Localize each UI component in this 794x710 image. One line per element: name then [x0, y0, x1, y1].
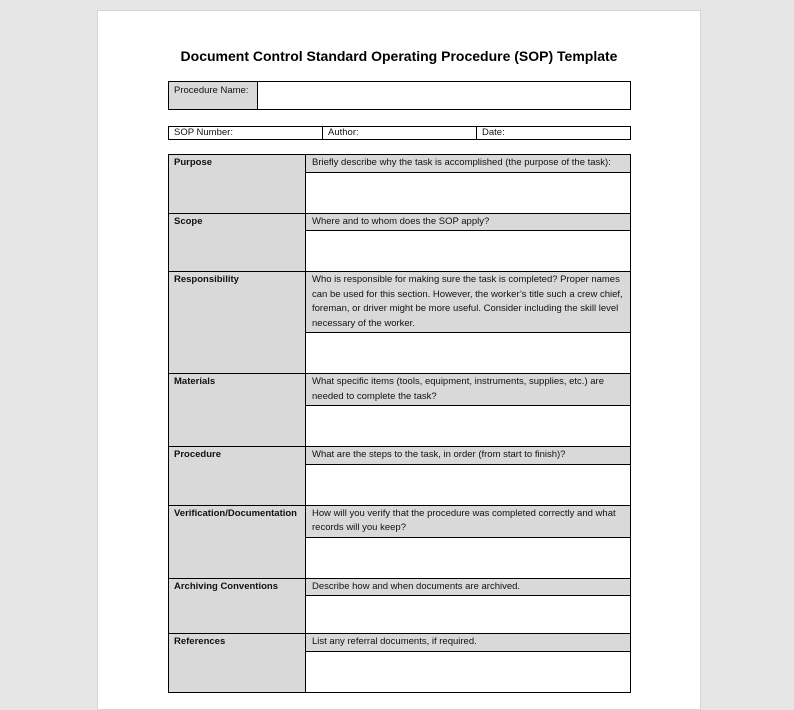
section-prompt-scope: Where and to whom does the SOP apply?	[306, 213, 631, 231]
section-prompt-purpose: Briefly describe why the task is accomplished (the purpose of the task):	[306, 155, 631, 173]
document-page	[97, 10, 701, 710]
section-label-responsibility: Responsibility	[169, 272, 306, 374]
section-label-purpose: Purpose	[169, 155, 306, 214]
sop-info-row	[168, 126, 631, 140]
procedure-name-row	[168, 81, 631, 110]
section-prompt-procedure: What are the steps to the task, in order (from start to finish)?	[306, 447, 631, 465]
section-label-references: References	[169, 634, 306, 693]
date-field[interactable]: Date:	[482, 127, 505, 138]
section-prompt-references: List any referral documents, if required.	[306, 634, 631, 652]
section-label-verification: Verification/Documentation	[169, 505, 306, 578]
section-answer-procedure[interactable]	[306, 464, 631, 505]
section-answer-references[interactable]	[306, 651, 631, 692]
section-label-materials: Materials	[169, 374, 306, 447]
section-prompt-archiving: Describe how and when documents are archived.	[306, 578, 631, 596]
procedure-name-label: Procedure Name:	[169, 82, 258, 109]
section-prompt-responsibility: Who is responsible for making sure the task is completed? Proper names can be used for this section. However, the worker’s title such a crew chief, foreman, or driver might be more useful. Consider including the skill level necessary of the worker.	[306, 272, 631, 333]
section-label-procedure: Procedure	[169, 447, 306, 506]
section-prompt-materials: What specific items (tools, equipment, instruments, supplies, etc.) are needed to complete the task?	[306, 374, 631, 406]
section-label-archiving: Archiving Conventions	[169, 578, 306, 634]
procedure-name-field[interactable]	[258, 82, 630, 109]
section-answer-responsibility[interactable]	[306, 333, 631, 374]
section-prompt-verification: How will you verify that the procedure was completed correctly and what records will you keep?	[306, 505, 631, 537]
section-label-scope: Scope	[169, 213, 306, 272]
section-answer-scope[interactable]	[306, 231, 631, 272]
section-answer-archiving[interactable]	[306, 596, 631, 634]
sop-sections-table	[168, 154, 631, 693]
sop-number-field[interactable]: SOP Number:	[169, 127, 323, 139]
section-answer-verification[interactable]	[306, 537, 631, 578]
author-field[interactable]: Author:	[323, 127, 477, 139]
section-answer-materials[interactable]	[306, 406, 631, 447]
section-answer-purpose[interactable]	[306, 172, 631, 213]
document-title: Document Control Standard Operating Procedure (SOP) Template	[180, 48, 618, 64]
